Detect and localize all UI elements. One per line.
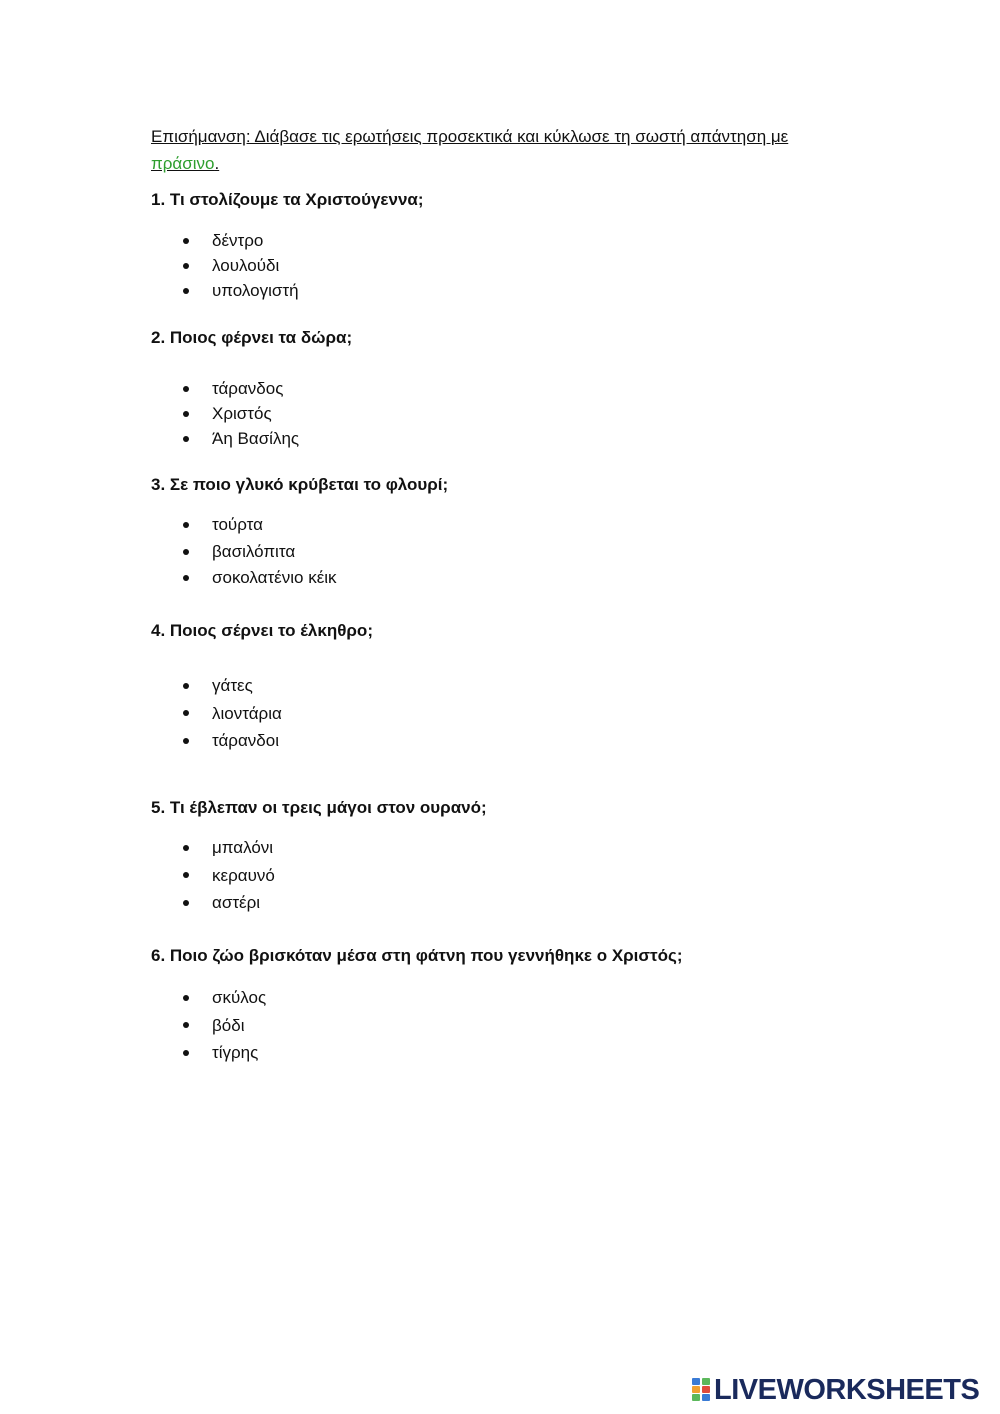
option-label: Άη Βασίλης [212,429,300,448]
option-label: υπολογιστή [212,281,299,300]
logo-text: LIVEWORKSHEETS [714,1374,980,1406]
option-label: βασιλόπιτα [212,541,296,561]
question-3-title: 3. Σε ποιο γλυκό κρύβεται το φλουρί; [151,475,449,494]
question-1-title: 1. Τι στολίζουμε τα Χριστούγεννα; [151,190,424,209]
option[interactable] [180,376,299,401]
option-label: τίγρης [212,1043,259,1062]
option-label: σκύλος [212,988,267,1007]
note-prefix: Επισήμανση: Διάβασε τις ερωτήσεις προσεκτικά και κύκλωσε τη σωστή απάντηση με [151,127,789,146]
option-label: γάτες [212,676,253,695]
bullet-icon [183,710,189,716]
option-label: λουλούδι [212,256,280,275]
instruction-note-block [151,123,871,177]
bullet-icon [183,845,189,851]
option[interactable] [180,834,275,862]
question-2-options [180,376,299,451]
option[interactable] [180,672,282,700]
option[interactable] [180,539,337,566]
question-6-title: 6. Ποιο ζώο βρισκόταν μέσα στη φάτνη που γεννήθηκε ο Χριστός; [151,946,683,965]
option[interactable] [180,984,266,1012]
option-label: αστέρι [212,893,261,912]
option-label: Χριστός [212,404,272,423]
live-blocks-icon [692,1378,710,1402]
bullet-icon [183,1050,189,1056]
question-5-title: 5. Τι έβλεπαν οι τρεις μάγοι στον ουρανό; [151,798,487,817]
option[interactable] [180,727,282,755]
option-label: βόδι [212,1015,245,1035]
instruction-note [151,123,871,177]
bullet-icon [183,263,189,269]
option-label: τάρανδος [212,379,284,398]
question-4-title: 4. Ποιος σέρνει το έλκηθρο; [151,621,373,640]
bullet-icon [183,995,189,1001]
note-suffix: . [214,154,220,173]
question-1-options [180,228,299,303]
question-2-title: 2. Ποιος φέρνει τα δώρα; [151,328,353,347]
option-label: σοκολατένιο κέικ [212,568,337,587]
question-6-options [180,984,266,1067]
liveworksheets-logo [692,1376,979,1404]
bullet-icon [183,575,189,581]
question-3-options [180,512,337,592]
option-label: τάρανδοι [212,731,279,750]
bullet-icon [183,872,189,878]
option[interactable] [180,565,337,592]
bullet-icon [183,411,189,417]
option[interactable] [180,228,299,253]
bullet-icon [183,1022,189,1028]
option[interactable] [180,889,275,917]
option-label: κεραυνό [212,865,275,885]
question-5-options [180,834,275,917]
bullet-icon [183,549,189,555]
option[interactable] [180,512,337,539]
bullet-icon [183,386,189,392]
option[interactable] [180,426,299,451]
option-label: τούρτα [212,515,263,534]
option[interactable] [180,278,299,303]
bullet-icon [183,436,189,442]
option-label: μπαλόνι [212,838,274,857]
bullet-icon [183,683,189,689]
bullet-icon [183,238,189,244]
bullet-icon [183,900,189,906]
option-label: δέντρο [212,231,264,250]
option[interactable] [180,700,282,728]
option[interactable] [180,862,275,890]
question-4-options [180,672,282,755]
note-green-word: πράσινο [151,154,215,173]
bullet-icon [183,522,189,528]
option-label: λιοντάρια [212,703,282,723]
option[interactable] [180,1039,266,1067]
option[interactable] [180,253,299,278]
option[interactable] [180,401,299,426]
bullet-icon [183,288,189,294]
bullet-icon [183,738,189,744]
option[interactable] [180,1012,266,1040]
